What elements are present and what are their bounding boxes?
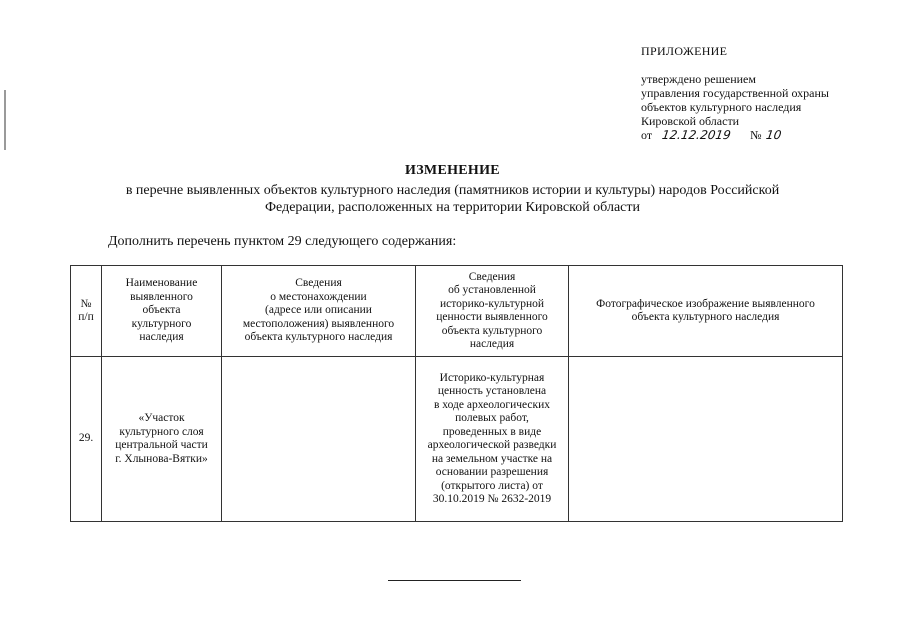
table-row <box>71 357 843 522</box>
row-number: 29. <box>71 357 102 522</box>
appendix-block <box>641 44 829 142</box>
intro-text: Дополнить перечень пунктом 29 следующего содержания: <box>108 234 457 249</box>
row-location <box>222 357 416 522</box>
from-label: от <box>641 128 653 142</box>
approval-date: 12.12.2019 <box>661 128 732 142</box>
header-name: Наименование выявленного объекта культурного наследия <box>102 266 222 357</box>
header-number: № п/п <box>71 266 102 357</box>
header-value: Сведения об установленной историко-культурной ценности выявленного объекта культурного наследия <box>416 266 569 357</box>
appendix-title: ПРИЛОЖЕНИЕ <box>641 44 728 58</box>
approval-number: 10 <box>764 128 782 142</box>
header-photo: Фотографическое изображение выявленного объекта культурного наследия <box>569 266 843 357</box>
heritage-table <box>70 265 843 522</box>
row-name: «Участок культурного слоя центральной части г. Хлынова-Вятки» <box>102 357 222 522</box>
table-header-row <box>71 266 843 357</box>
approved-line-2: управления государственной охраны <box>641 86 829 100</box>
approved-line-4: Кировской области <box>641 114 740 128</box>
footer-divider <box>388 580 521 581</box>
row-photo <box>569 357 843 522</box>
scan-edge-mark <box>4 90 6 150</box>
row-value: Историко-культурная ценность установлена в ходе археологических полевых работ, проведенных в виде археологической разведки на земельном участке на основании разрешения (открытого листа) от 30.10.2019 № 2632-2019 <box>416 357 569 522</box>
approved-line-1: утверждено решением <box>641 72 756 86</box>
number-label: № <box>750 128 762 142</box>
approval-date-number-row <box>641 128 829 142</box>
document-subtitle: в перечне выявленных объектов культурного наследия (памятников истории и культуры) народов Российской Федерации, расположенных на территории Кировской области <box>125 183 780 215</box>
header-location: Сведения о местонахождении (адресе или описании местоположения) выявленного объекта культурного наследия <box>222 266 416 357</box>
document-title: ИЗМЕНЕНИЕ <box>405 163 500 178</box>
approved-line-3: объектов культурного наследия <box>641 100 802 114</box>
